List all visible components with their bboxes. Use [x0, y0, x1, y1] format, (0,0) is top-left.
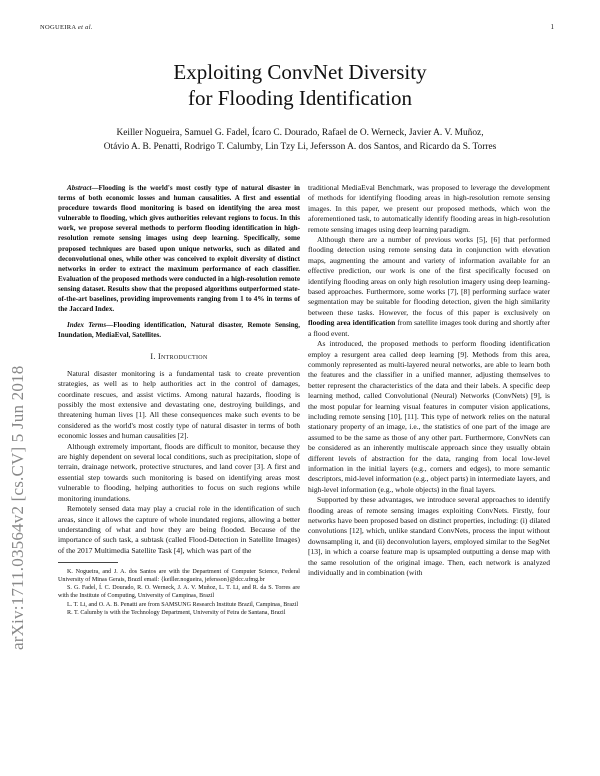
footnote-divider: [58, 562, 118, 563]
body-paragraph: Supported by these advantages, we introduce several approaches to identify flooding areas of remote sensing images exploiting ConvNets. Firstly, four networks have been proposed based on distinct properties, including: (i) dilated convolutions [12], which, unlike standard ConvNets, process the input without downsampling it, and (ii) deconvolution layers, employed similar to the SegNet [13], in which a coarse feature map is upsampled outputting a dense map with the same resolution of the original image. Then, each network is analyzed individually and in combination (with: [308, 495, 550, 578]
body-paragraph: [308, 235, 550, 339]
footnote: R. T. Calumby is with the Technology Department, University of Feira de Santana, Brazil: [67, 609, 286, 616]
abstract-text: —Flooding is the world's most costly type of natural disaster in terms of both economic losses and human causalities. A first and essential procedure towards flood monitoring is based on identifying the area most vulnerable to flooding, which gives authorities relevant regions to focus. In this work, we propose several methods to perform flooding identification in high-resolution remote sensing images using deep learning. Specifically, some proposed techniques are based upon unique networks, such as dilated and deconvolutional ones, while other was conceived to exploit diversity of distinct networks in order to extract the maximum performance of each classifier. Evaluation of the proposed methods were conducted in a high-resolution remote sensing dataset. Results show that the proposed algorithms outperformed state-of-the-art baselines, providing improvements ranging from 1 to 4% in terms of the Jaccard Index.: [58, 184, 300, 314]
index-terms-label: Index Terms: [67, 321, 107, 330]
arxiv-stamp: arXiv:1711.03564v2 [cs.CV] 5 Jun 2018: [8, 365, 27, 650]
section-title: Introduction: [157, 352, 208, 362]
body-paragraph: Natural disaster monitoring is a fundamental task to create prevention strategies, as well as to help authorities act in the control of damages, coordinate rescues, and assist victims. Among natural hazards, flooding is possibly the most extensive and devastating one, destroying buildings, and threatening human lives [1]. All these consequences make such events to be considered as the world's most costly type of natural disaster in terms of both economic losses and human causalities [2].: [58, 368, 300, 441]
body-text: Although there are a number of previous works [5], [6] that performed flooding detection using remote sensing data in conjunction with elevation maps, augmenting the amount and variety of information available for an effective prediction, our work is one of the first specifically focused on identifying flooding areas on only high resolution imagery using deep learning-based approaches. Furthermore, some works [7], [8] performing surface water segmentation may be suitable for flooding detection, given the high similarity between these tasks. However, the focus of this paper is exclusively on: [308, 235, 550, 317]
section-heading: [58, 352, 300, 362]
index-terms-text: —Flooding identification, Natural disaster, Remote Sensing, Inundation, MediaEval, Satellites.: [58, 321, 301, 340]
body-paragraph: As introduced, the proposed methods to perform flooding identification employ a resurgent area called deep learning [9]. Methods from this area, commonly represented as multi-layered neural networks, are able to learn both the features and the classifier in a unified manner, adjusting themselves to better represent the characteristics of the data and their labels. A specific deep learning method, called Convolutional (Neural) Networks (ConvNets) [9], is the most popular for learning visual features in computer vision applications, including remote sensing [10], [11]. This type of network relies on the natural stationary property of an image, i.e., the statistics of one part of the image are assumed to be the same as those of any other part. Furthermore, ConvNets can be considered as an inherently multiscale approach since they usually obtain different levels of abstraction for the data, ranging from local low-level information in the initial layers (e.g., corners and edges), to more semantic descriptors, mid-level information (e.g., object parts) in intermediate layers, and high-level information (e.g., whole objects) in the final layers.: [308, 339, 550, 494]
page-number: 1: [550, 23, 554, 31]
right-column: [308, 183, 550, 578]
body-paragraph: Although extremely important, floods are difficult to monitor, because they are highly dependent on several local conditions, such as precipitation, slope of terrain, drainage network, protective structures, and land cover [3]. A first and essential step towards such monitoring is based on identifying areas most vulnerable to flooding, helping authorities to focus on such regions while monitoring inundations.: [58, 441, 300, 503]
author-list-line-2: Otávio A. B. Penatti, Rodrigo T. Calumby, Lin Tzy Li, Jefersson A. dos Santos, and Ricardo da S. Torres: [103, 142, 497, 152]
body-text: from satellite images took during and shortly after a flood event.: [308, 318, 550, 338]
abstract-label: Abstract: [67, 184, 92, 192]
footnote: S. G. Fadel, Í. C. Dourado, R. O. Werneck, J. A. V. Muñoz, L. T. Li, and R. da S. Torres are with the Institute of Computing, University of Campinas, Brazil: [58, 585, 300, 600]
body-paragraph: Remotely sensed data may play a crucial role in the identification of such areas, since it allows the capture of whole inundated regions, allowing a better understanding of what and how they are being flooded. Because of the importance of such task, a subtask (called Flood-Detection in Satellite Images) of the 2017 Multimedia Satellite Task [4], which was part of the: [58, 504, 300, 555]
running-head-authors: NOGUEIRA: [40, 24, 76, 31]
author-list-line-1: Keiller Nogueira, Samuel G. Fadel, Ícaro C. Dourado, Rafael de O. Werneck, Javier A. V. Muñoz,: [116, 128, 484, 138]
abstract: [58, 183, 300, 314]
left-column: [58, 183, 300, 617]
section-number: I.: [150, 352, 156, 362]
paper-title-line-2: for Flooding Identification: [188, 86, 412, 110]
running-head: [40, 24, 93, 31]
paper-title-line-1: Exploiting ConvNet Diversity: [173, 60, 427, 84]
running-head-etal: et al.: [77, 24, 93, 31]
footnote: K. Nogueira, and J. A. dos Santos are with the Department of Computer Science, Federal University of Minas Gerais, Brazil email: {keiller.nogueira, jefersson}@dcc.ufmg.br: [58, 569, 300, 584]
emphasized-term: flooding area identification: [308, 318, 396, 328]
footnote: L. T. Li, and O. A. B. Penatti are from SAMSUNG Research Institute Brazil, Campinas, Brazil: [67, 601, 299, 608]
index-terms: [58, 320, 300, 340]
body-paragraph: traditional MediaEval Benchmark, was proposed to leverage the development of methods for identifying flooding areas in high-resolution remote sensing images. In this paper, we present our proposed methods, which won the aforementioned task, to automatically identify flooding areas in high-resolution remote sensing images using deep learning paradigm.: [308, 183, 550, 234]
